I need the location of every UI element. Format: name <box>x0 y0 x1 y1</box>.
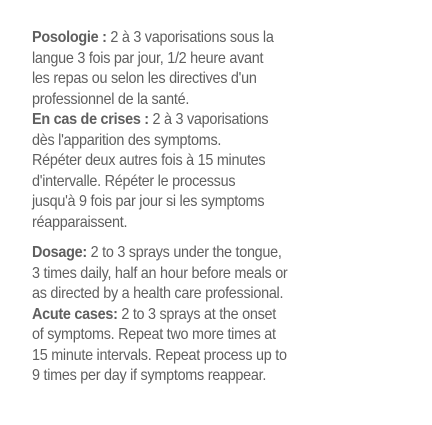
english-dosage-line-3: as directed by a health care professional. <box>32 285 284 302</box>
french-crisis-line-1 <box>32 110 392 131</box>
french-crisis-line-6: réapparaissent. <box>32 213 128 231</box>
french-dosage-line-3: les repas ou selon les directives d'un <box>32 70 257 87</box>
french-crisis-text-1: 2 à 3 vaporisations <box>148 111 269 128</box>
english-acute-line-2: of symptoms. Repeat two more times at <box>32 326 276 343</box>
french-crisis-line-2: dès l'apparition des symptoms. <box>32 131 222 149</box>
french-dosage-line-4: professionnel de la santé. <box>32 90 190 108</box>
english-acute-label: Acute cases: <box>32 305 118 323</box>
french-dosage-label: Posologie : <box>32 29 107 46</box>
french-dosage-text-1: 2 à 3 vaporisations sous la <box>106 29 274 46</box>
english-acute-line-4: 9 times per day if symptoms reappear. <box>32 367 267 384</box>
english-acute-line-1 <box>32 305 392 326</box>
french-dosage-line-1 <box>32 28 392 49</box>
english-dosage-line-2: 3 times daily, half an hour before meals or <box>32 264 288 282</box>
english-dosage-line-1 <box>32 243 392 264</box>
french-crisis-line-5: jusqu'à 9 fois par jour si les symptoms <box>32 193 265 210</box>
english-directions <box>32 243 392 387</box>
french-crisis-line-4: d'intervalle. Répéter le processus <box>32 172 236 190</box>
english-dosage-label: Dosage: <box>32 244 87 261</box>
french-crisis-line-3: Répéter deux autres fois à 15 minutes <box>32 152 266 169</box>
french-dosage-line-2: langue 3 fois par jour, 1/2 heure avant <box>32 49 264 67</box>
french-directions <box>32 28 392 233</box>
french-crisis-label: En cas de crises : <box>32 111 149 128</box>
english-dosage-text-1: 2 to 3 sprays under the tongue, <box>86 244 282 261</box>
english-acute-line-3: 15 minute intervals. Repeat process up to <box>32 346 287 364</box>
english-acute-text-1: 2 to 3 sprays at the onset <box>117 305 277 323</box>
